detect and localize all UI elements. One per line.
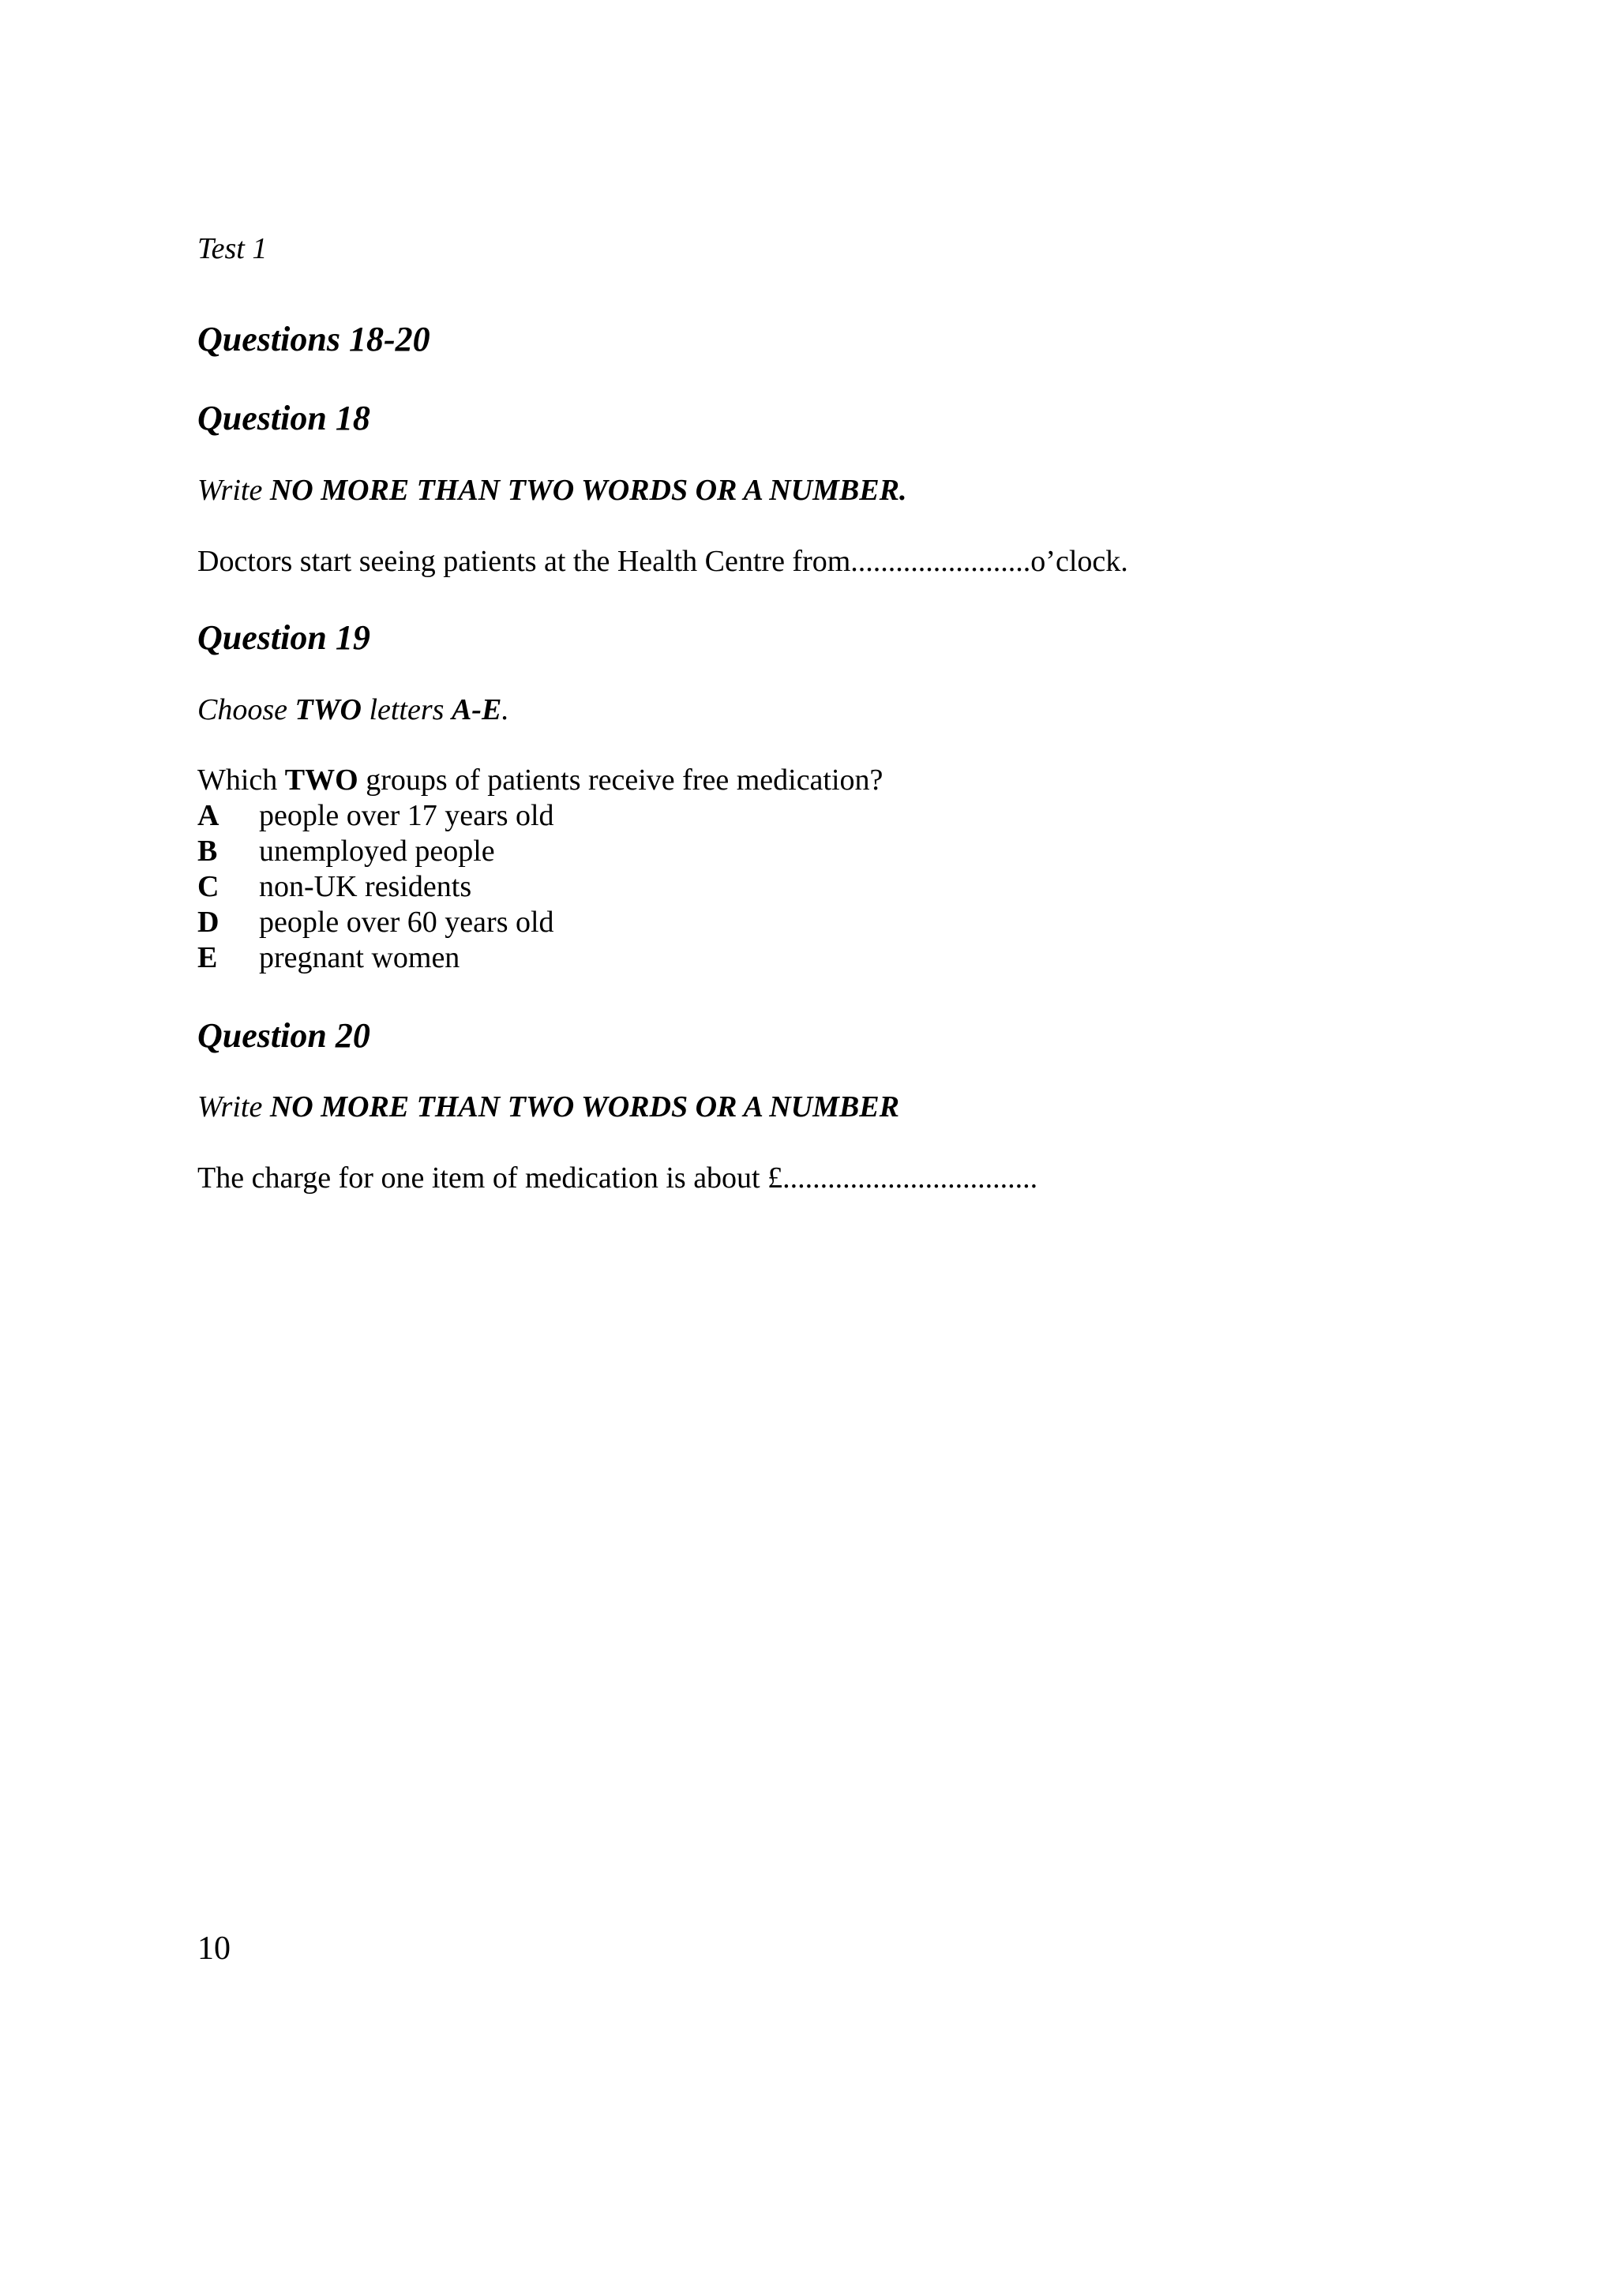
- question-emphasis: TWO: [284, 763, 358, 797]
- question-19-text: [197, 765, 883, 795]
- option-a: [197, 801, 554, 831]
- option-text: non-UK residents: [259, 870, 472, 903]
- option-text: pregnant women: [259, 941, 460, 974]
- option-text: unemployed people: [259, 835, 495, 868]
- instruction-text: Write: [197, 474, 270, 507]
- section-title: Questions 18-20: [197, 320, 430, 358]
- instruction-emphasis: NO MORE THAN TWO WORDS OR A NUMBER.: [269, 474, 907, 507]
- page-header: Test 1: [197, 232, 268, 265]
- question-18-instruction: [197, 475, 906, 505]
- option-b: [197, 836, 495, 866]
- question-19-title: Question 19: [197, 618, 370, 657]
- page-number: 10: [197, 1930, 231, 1967]
- question-19-instruction: [197, 695, 509, 725]
- question-text: groups of patients receive free medication?: [358, 763, 884, 797]
- question-18-text: Doctors start seeing patients at the Health Centre from........................o’clock.: [197, 545, 1128, 578]
- option-letter: D: [197, 906, 219, 939]
- question-20-title: Question 20: [197, 1016, 370, 1055]
- option-letter: E: [197, 941, 218, 974]
- instruction-text: .: [501, 693, 509, 726]
- instruction-emphasis: NO MORE THAN TWO WORDS OR A NUMBER: [269, 1090, 899, 1124]
- option-letter: C: [197, 870, 219, 903]
- instruction-emphasis: A-E: [451, 693, 502, 726]
- option-e: [197, 943, 460, 973]
- question-18-title: Question 18: [197, 399, 370, 437]
- option-c: [197, 872, 471, 902]
- option-letter: B: [197, 835, 218, 868]
- instruction-emphasis: TWO: [295, 693, 362, 726]
- instruction-text: Choose: [197, 693, 295, 726]
- option-text: people over 60 years old: [259, 906, 554, 939]
- option-letter: A: [197, 799, 219, 832]
- question-20-instruction: [197, 1092, 899, 1122]
- instruction-text: letters: [361, 693, 452, 726]
- question-20-text: The charge for one item of medication is about £..................................: [197, 1161, 1038, 1195]
- option-text: people over 17 years old: [259, 799, 554, 832]
- instruction-text: Write: [197, 1090, 270, 1124]
- question-text: Which: [197, 763, 285, 797]
- option-d: [197, 907, 554, 937]
